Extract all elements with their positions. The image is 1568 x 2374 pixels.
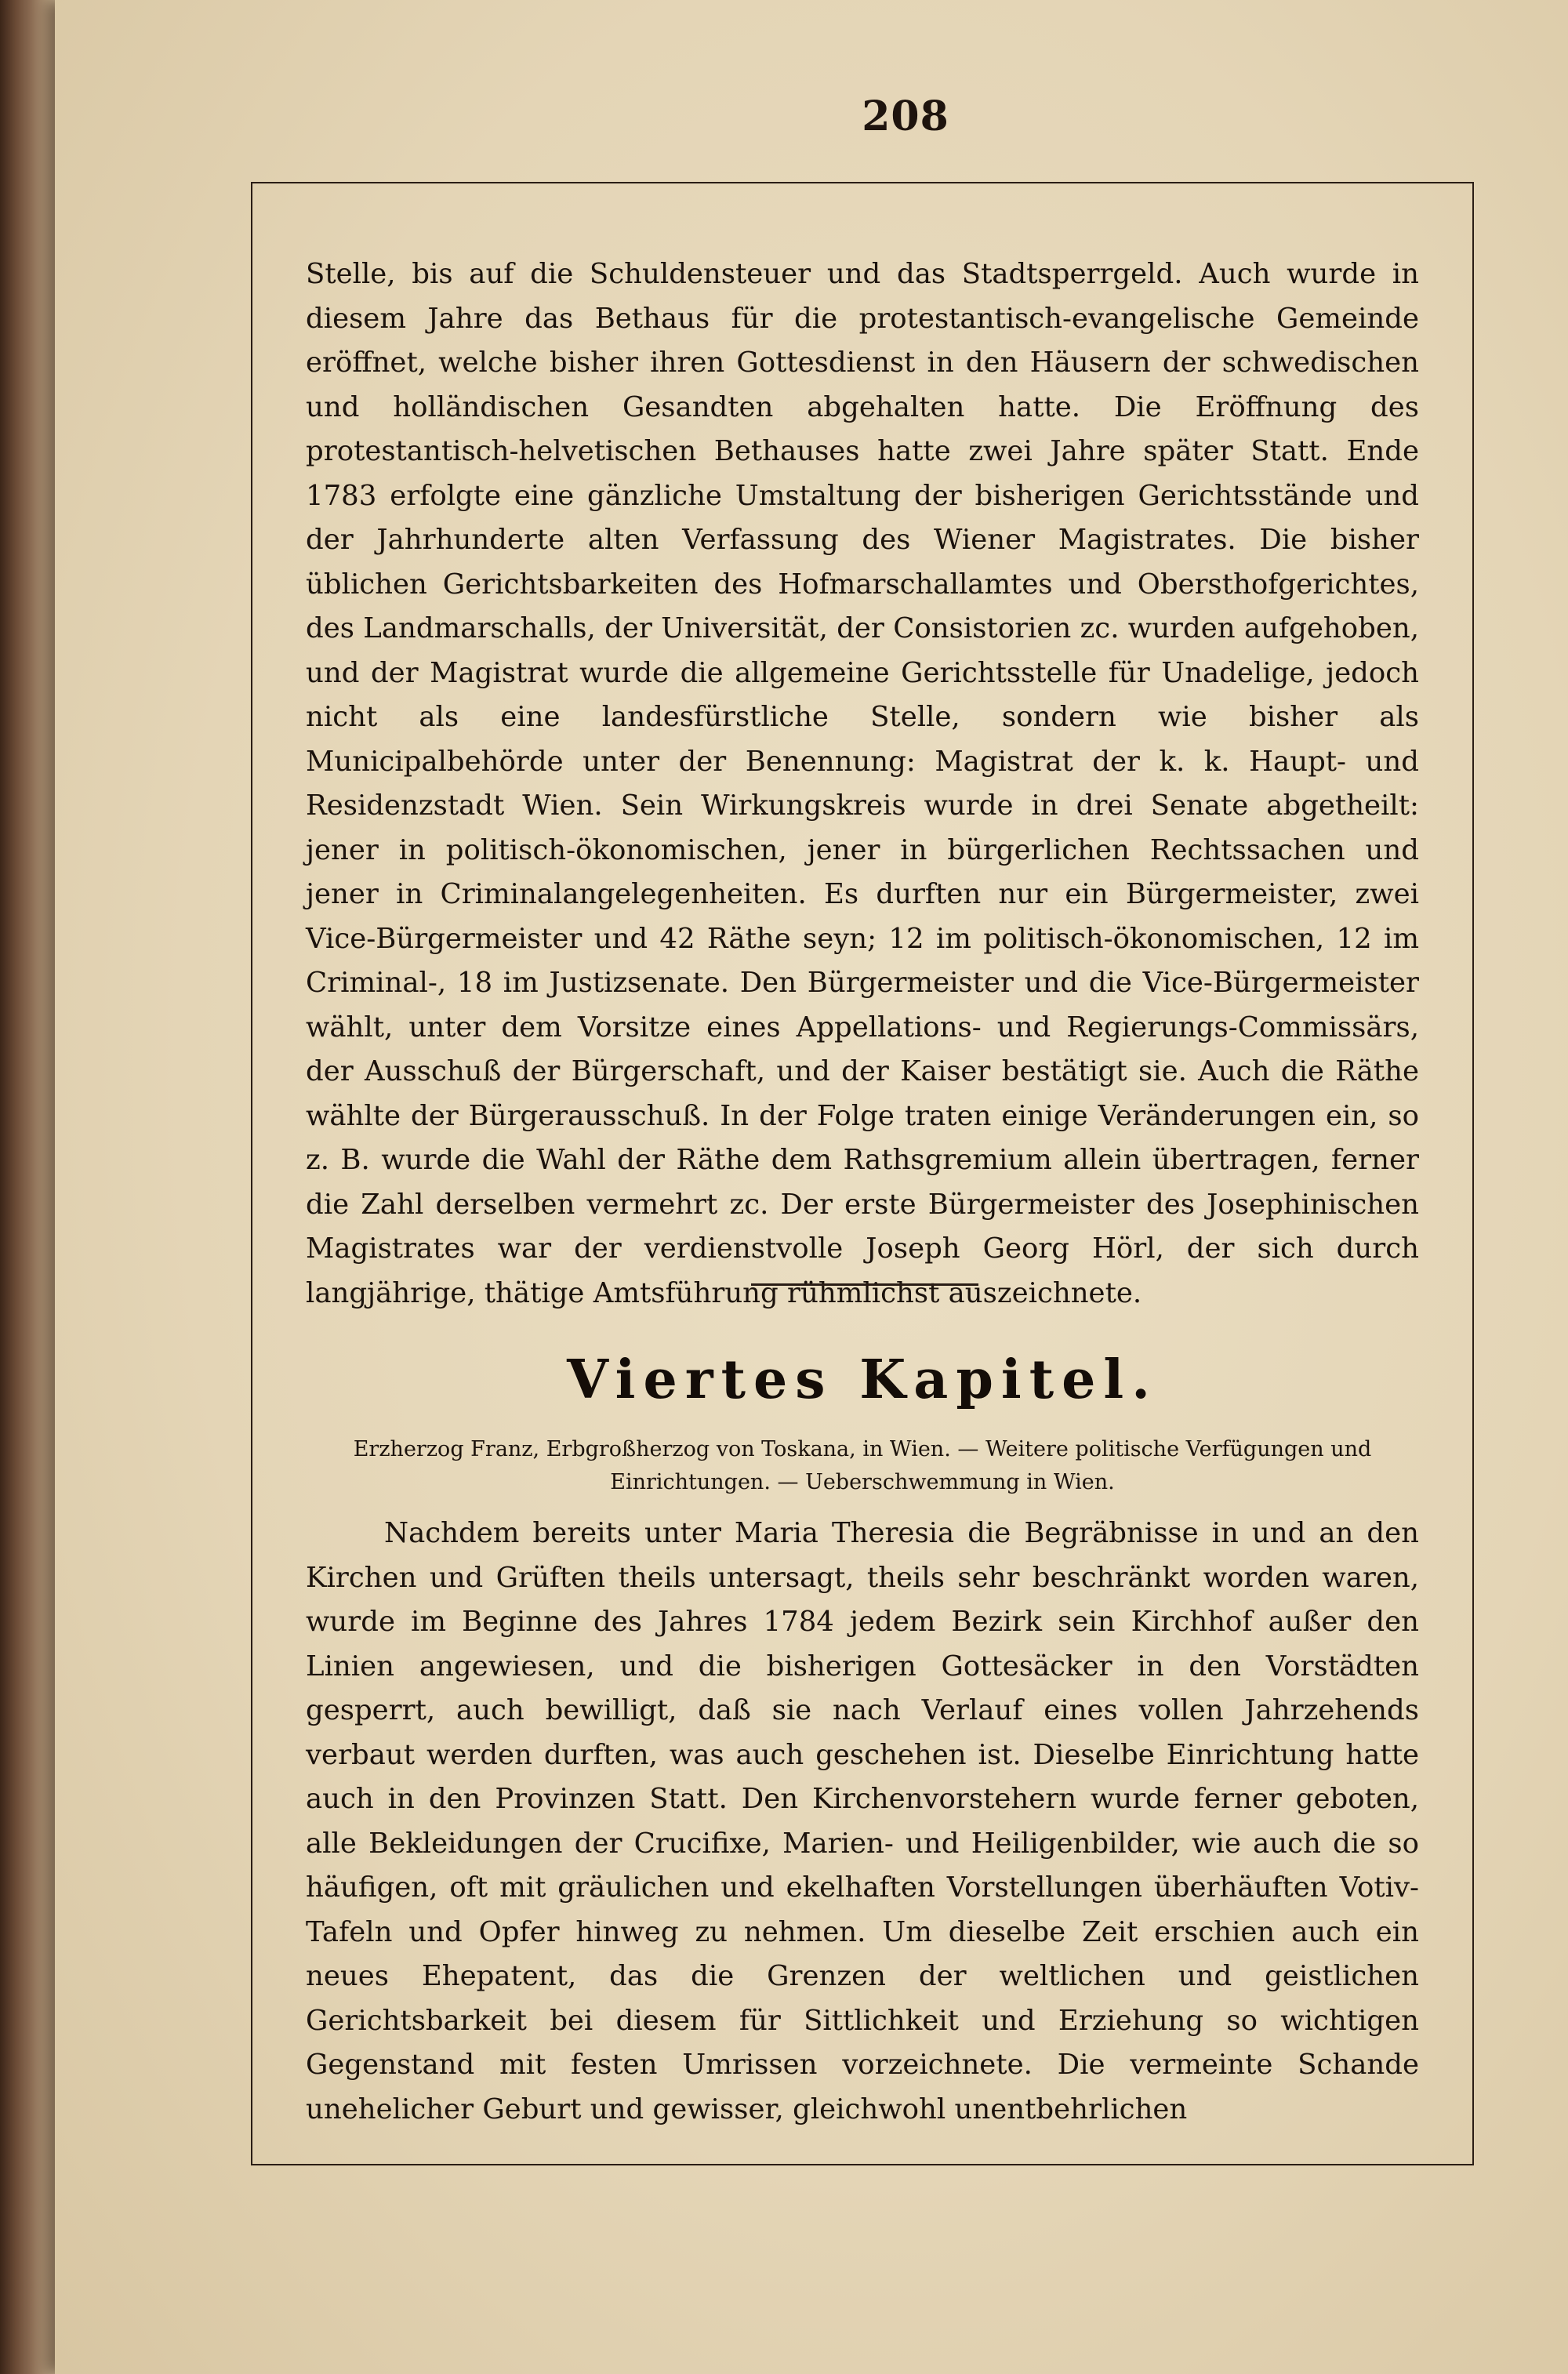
chapter-summary: Erzherzog Franz, Erbgroßherzog von Toskana, in Wien. — Weitere politische Verfügungen und Einrichtungen. — Ueberschwemmung in Wien.	[353, 1437, 1372, 1494]
body-paragraph-1: Stelle, bis auf die Schuldensteuer und das Stadtsperrgeld. Auch wurde in diesem Jahre das Bethaus für die protestantisch-evangelische Gemeinde eröffnet, welche bisher ihren Gottesdienst in den Häusern der schwedischen und holländischen Gesandten abgehalten hatte. Die Eröffnung des protestantisch-helvetischen Bethauses hatte zwei Jahre später Statt. Ende 1783 erfolgte eine gänzliche Umstaltung der bisherigen Gerichtsstände und der Jahrhunderte alten Verfassung des Wiener Magistrates. Die bisher üblichen Gerichtsbarkeiten des Hofmarschallamtes und Obersthofgerichtes, des Landmarschalls, der Universität, der Consistorien zc. wurden aufgehoben, und der Magistrat wurde die allgemeine Gerichtsstelle für Unadelige, jedoch nicht als eine landesfürstliche Stelle, sondern wie bisher als Municipalbehörde unter der Benennung: Magistrat der k. k. Haupt- und Residenzstadt Wien. Sein Wirkungskreis wurde in drei Senate abgetheilt: jener in politisch-ökonomischen, jener in bürgerlichen Rechtssachen und jener in Criminalangelegenheiten. Es durften nur ein Bürgermeister, zwei Vice-Bürgermeister und 42 Räthe seyn; 12 im politisch-ökonomischen, 12 im Criminal-, 18 im Justizsenate. Den Bürgermeister und die Vice-Bürgermeister wählt, unter dem Vorsitze eines Appellations- und Regierungs-Commissärs, der Ausschuß der Bürgerschaft, und der Kaiser bestätigt sie. Auch die Räthe wählte der Bürgerausschuß. In der Folge traten einige Veränderungen ein, so z. B. wurde die Wahl der Räthe dem Rathsgremium allein übertragen, ferner die Zahl derselben vermehrt zc. Der erste Bürgermeister des Josephinischen Magistrates war der verdienstvolle Joseph Georg Hörl, der sich durch langjährige, thätige Amtsführung rühmlichst auszeichnete.	[306, 258, 1419, 1309]
body-paragraph-2: Nachdem bereits unter Maria Theresia die Begräbnisse in und an den Kirchen und Grüften theils untersagt, theils sehr beschränkt worden waren, wurde im Beginne des Jahres 1784 jedem Bezirk sein Kirchhof außer den Linien angewiesen, und die bisherigen Gottesäcker in den Vorstädten gesperrt, auch bewilligt, daß sie nach Verlauf eines vollen Jahrzehends verbaut werden durften, was auch geschehen ist. Dieselbe Einrichtung hatte auch in den Provinzen Statt. Den Kirchenvorstehern wurde ferner geboten, alle Bekleidungen der Crucifixe, Marien- und Heiligenbilder, wie auch die so häufigen, oft mit gräulichen und ekelhaften Vorstellungen überhäuften Votiv-Tafeln und Opfer hinweg zu nehmen. Um dieselbe Zeit erschien auch ein neues Ehepatent, das die Grenzen der weltlichen und geistlichen Gerichtsbarkeit bei diesem für Sittlichkeit und Erziehung so wichtigen Gegenstand mit festen Umrissen vorzeichnete. Die vermeinte Schande unehelicher Geburt und gewisser, gleichwohl unentbehrlichen	[306, 1517, 1419, 2125]
section-divider	[751, 1283, 978, 1286]
page-number: 208	[862, 93, 949, 140]
chapter-title: Viertes Kapitel.	[567, 1349, 1158, 1411]
